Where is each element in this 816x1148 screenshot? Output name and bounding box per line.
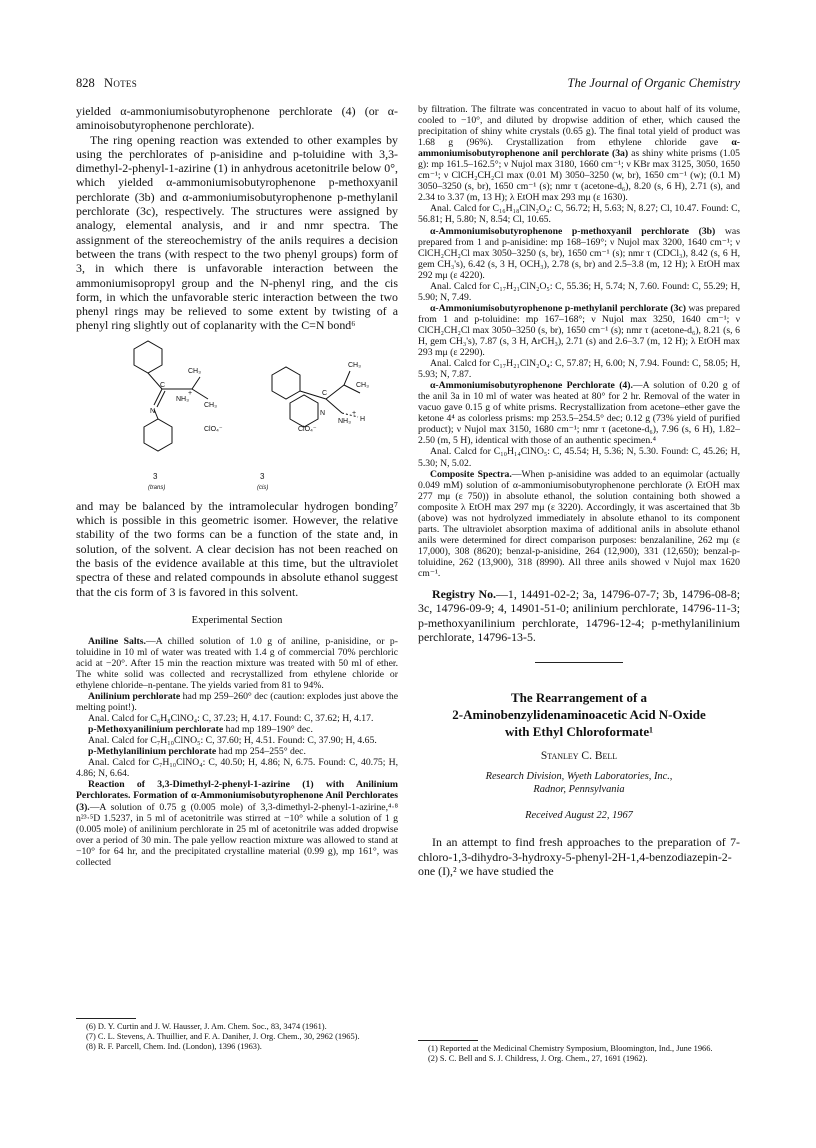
phenyl-ring-cis-b: [290, 395, 318, 427]
clo4-label: ClO₄⁻: [298, 425, 317, 433]
phenyl-ring-cis-a: [272, 367, 300, 399]
footnote-6: (6) D. Y. Curtin and J. W. Hausser, J. Am. Chem. Soc., 83, 3474 (1961).: [86, 1022, 327, 1031]
page-header: [76, 76, 740, 94]
phenyl-ring-top-left: [134, 341, 162, 373]
right-analysis-4: Anal. Calcd for C₁₀H₁₄ClNO₅: C, 45.54; H, 5.36; N, 5.30. Found: C, 45.26; H, 5.30; N, 5.02.: [418, 446, 740, 469]
left-paragraph-1: yielded α-ammoniumisobutyrophenone perchlorate (4) (or α-aminoisobutyrophenone perchlorate).: [76, 104, 398, 133]
page-number: 828: [76, 76, 95, 90]
n-label: N: [150, 407, 156, 415]
methyl-paragraph: p-Methylanilinium perchlorate had mp 254–255° dec.: [88, 746, 306, 758]
right-analysis-1: Anal. Calcd for C₁₆H₁₈ClN₂O₄: C, 56.72; H, 5.63; N, 8.27; Cl, 10.47. Found: C, 56.81; H, 5.80; N, 8.54; Cl, 10.65.: [418, 203, 740, 226]
bond: [192, 389, 208, 399]
right-paragraph-4: α-Ammoniumisobutyrophenone Perchlorate (4).—A solution of 0.20 g of the anil 3a in 10 ml of water was heated at 80° for 2 hr. Removal of the water in vacuo gave 0.15 g of white prisms. Recrystallization from acetone–ether gave the ketone 4⁴ as colorless prisms: mp 253.5–254.5° dec; 0.12 g (73% yield of purified product); ν Nujol max 3150, 1680 cm⁻¹; nmr τ (acetone-d₆), 7.96 (s, 6 H), 1.82–2.50 (m, 5 H), identical with those of an authentic specimen.⁴: [418, 380, 740, 447]
intro-paragraph: In an attempt to find fresh approaches to the preparation of 7-chloro-1,3-dihydro-3-hydroxy-5-phenyl-2H-1,4-benzodiazepin-2-one (I),² we have studied the: [418, 835, 740, 878]
nh3-label: NH₃: [176, 395, 189, 403]
nh3-label: NH₃: [338, 417, 351, 425]
footnote-7: (7) C. L. Stevens, A. Thuillier, and F. A. Daniher, J. Org. Chem., 30, 2962 (1965).: [86, 1032, 360, 1042]
affiliation: Research Division, Wyeth Laboratories, Inc., Radnor, Pennsylvania: [485, 771, 673, 796]
bond: [154, 389, 162, 405]
cis-trans-structures: [76, 335, 398, 495]
left-paragraph-2: The ring opening reaction was extended to other examples by using the perchlorates of p-anisidine and p-toluidine with 3,3-dimethyl-2-phenyl-1-azirine (1) in anhydrous acetonitrile below 0°, which yielded α-ammoniumisobutyrophenone p-methoxyanil perchlorate (3b) and α-ammoniumisobutyrophenone p-methylanil perchlorate (3c), respectively. The structures were assigned by analogy, elemental analysis, and ir and nmr spectra. The assignment of the stereochemistry of the anils requires a decision between the trans (with respect to the two phenyl groups) form of 3, in which there is unfavorable interaction between the ammoniumisopropyl group and the N-phenyl ring, and the cis form, in which the unfavorable steric interaction between the two phenyl rings may be relieved to some extent by twisting of a phenyl ring slightly out of coplanarity with the C=N bond⁶: [76, 132, 398, 333]
plus-label: +: [188, 389, 193, 397]
footnotes-left: [76, 1022, 398, 1052]
structure-figure: [76, 335, 398, 495]
right-paragraph-2: α-Ammoniumisobutyrophenone p-methoxyanil perchlorate (3b) was prepared from 1 and p-anisidine: mp 168–169°; ν Nujol max 3200, 1640 cm⁻¹; ν ClCH₂CH₂Cl max 3050–3250 (s, br), 1650 cm⁻¹ (s); nmr τ (CDCl₃), 8.42 (s, 6 H, gem CH₃'s), 6.42 (s, 3 H, OCH₃), 2.78 (s, br) and 2.5–3.8 (m, 12 H); λ EtOH max 292 mμ (ε 4220).: [418, 225, 740, 281]
article-title: The Rearrangement of a 2-Aminobenzylidenaminoacetic Acid N-Oxide with Ethyl Chloroformate¹: [452, 690, 706, 740]
footnote-rule-left: [76, 1018, 136, 1019]
anilinium-paragraph: Anilinium perchlorate had mp 259–260° dec (caution: explodes just above the melting point!).: [76, 691, 398, 714]
bond: [344, 371, 350, 385]
aniline-salts-paragraph: Aniline Salts.—A chilled solution of 1.0 g of aniline, p-anisidine, or p-toluidine in 10 ml of water was treated with 1.4 g of commercial 70% perchloric acid at −20°. After 15 min the reaction mixture was treated with 50 ml of ether. The white solid was collected and recrystallized from ethylene chloride or ethylene chloride–n-pentane. The yields varied from 81 to 94%.: [76, 635, 398, 692]
article-divider: [535, 662, 623, 663]
compound-number-trans: 3: [153, 471, 158, 481]
right-column: [418, 104, 740, 878]
right-analysis-3: Anal. Calcd for C₁₇H₂₁ClN₂O₄: C, 57.87; H, 6.00; N, 7.94. Found: C, 58.05; H, 5.93; N, 7.87.: [418, 358, 740, 381]
bond: [326, 399, 342, 413]
author-name: Stanley C. Bell: [540, 750, 618, 763]
ch3-label: CH₃: [348, 361, 361, 369]
right-paragraph-3: α-Ammoniumisobutyrophenone p-methylanil perchlorate (3c) was prepared from 1 and p-toluidine: mp 167–168°; ν Nujol max 3250, 1640 cm⁻¹; ν ClCH₂CH₂Cl max 3050–3250 (s, br), 1650 cm⁻¹ (s); nmr τ (acetone-d₆), 8.21 (s, 6 H, gem CH₃'s), 7.87 (s, 3 H, ArCH₃), 2.71 (s) and 2.6–3.7 (m, 12 H); λ EtOH max 293 mμ (ε 2290).: [418, 302, 740, 359]
footnote-1: (1) Reported at the Medicinal Chemistry Symposium, Bloomington, Ind., June 1966.: [428, 1044, 713, 1053]
analysis-3: Anal. Calcd for C₇H₁₀ClNO₄: C, 40.50; H, 4.86; N, 6.75. Found: C, 40.75; H, 4.86; N, 6.64.: [76, 757, 398, 780]
registry-paragraph: Registry No.—1, 14491-02-2; 3a, 14796-07-7; 3b, 14796-08-8; 3c, 14796-09-9; 4, 14901-51-0; anilinium perchlorate, 14796-11-3; p-methoxyanilinium perchlorate, 14796-12-4; p-methylanilinium perchlorate, 14796-13-5.: [418, 587, 741, 644]
analysis-1: Anal. Calcd for C₆H₈ClNO₄: C, 37.23; H, 4.17. Found: C, 37.62; H, 4.17.: [88, 713, 374, 725]
footnote-2: (2) S. C. Bell and S. J. Childress, J. Org. Chem., 27, 1691 (1962).: [428, 1054, 648, 1064]
left-column: [76, 104, 398, 868]
clo4-label: ClO₄⁻: [204, 425, 223, 433]
h-label: H: [360, 415, 366, 423]
bond: [157, 391, 165, 407]
plus-label: +: [352, 409, 357, 417]
footnote-rule-right: [418, 1040, 478, 1041]
bond: [192, 377, 200, 389]
ch3-label: CH₃: [204, 401, 217, 409]
methoxy-paragraph: p-Methoxyanilinium perchlorate had mp 189–190° dec.: [88, 724, 313, 736]
right-analysis-2: Anal. Calcd for C₁₇H₂₁ClN₂O₅: C, 55.36; H, 5.74; N, 7.60. Found: C, 55.29; H, 5.90; N, 7.49.: [418, 280, 740, 303]
ch3-label: CH₃: [188, 367, 201, 375]
composite-spectra-paragraph: Composite Spectra.—When p-anisidine was added to an equimolar (actually 0.049 mM) solution of α-ammoniumisobutyrophenone perchlorate (λ EtOH max 277 mμ (ε 750)) in absolute ethanol, the solution containing both showed a composite λ EtOH max 297 mμ (ε 3220). Accordingly, it was ascertained that 3b (above) was not hydrolyzed immediately in absolute ethanol to its component parts. The ultraviolet absorption maxima of additional anils in absolute ethanol anils were determined for direct comparison purposes: benzalaniline, 262 mμ (ε 17,000), 308 (8620); benzal-p-anisidine, 264 (12,900), 331 (12,650); benzal-p-toluidine, 262 (13,900), 318 (8990). All three anils showed ν Nujol max 1620 cm⁻¹.: [418, 468, 741, 579]
compound-number-cis: 3: [260, 471, 265, 481]
bond: [326, 385, 344, 399]
right-paragraph-1: by filtration. The filtrate was concentrated in vacuo to about half of its volume, cooled to −10°, and diluted by dropwise addition of ether, which caused the precipitation of shiny white crystals (0.65 g). The final total yield of product was 1.68 g (96%). Crystallization from ethylene chloride gave α-ammoniumisobutyrophenone anil perchlorate (3a) as shiny white prisms (1.05 g): mp 161.5–162.5°; ν Nujol max 3180, 1660 cm⁻¹; ν KBr max 3125, 3050, 1650 cm⁻¹; ν ClCH₂CH₂Cl max (0.01 M) 3050–3250 (w, br), 1650 cm⁻¹ (w); (0.1 M) 3050–3250 (s, br), 1650 cm⁻¹ (s); nmr τ (acetone-d₆), 8.20 (s, 6 H), 2.71 (s), and 2.34 to 3.37 (m, 13 H); λ EtOH max 293 mμ (ε 1630).: [418, 104, 740, 204]
left-paragraph-3: and may be balanced by the intramolecular hydrogen bonding⁷ which is possible in this geometric isomer. However, the relative stability of the two forms can be a function of the state and, in solution, of the solvent. A clear decision has not been reached on the basis of the evidence available at this time, but the ultraviolet spectra of these and related compounds in absolute ethanol suggest that the cis form of 3 is favored in this solvent.: [76, 498, 398, 599]
phenyl-ring-bottom-left: [144, 419, 172, 451]
received-date: Received August 22, 1967: [525, 810, 633, 822]
caption-cis: (cis): [257, 484, 269, 491]
caption-trans: (trans): [148, 484, 166, 491]
footnotes-right: [418, 1044, 740, 1064]
journal-name: The Journal of Organic Chemistry: [567, 76, 740, 90]
footnote-8: (8) R. F. Parcell, Chem. Ind. (London), 1396 (1963).: [86, 1042, 262, 1052]
experimental-heading: Experimental Section: [191, 614, 283, 626]
analysis-2: Anal. Calcd for C₇H₁₀ClNO₅: C, 37.60; H, 4.51. Found: C, 37.90; H, 4.65.: [88, 735, 377, 747]
c-label: C: [160, 381, 166, 389]
reaction-paragraph: Reaction of 3,3-Dimethyl-2-phenyl-1-azirine (1) with Anilinium Perchlorates. Formation of α-Ammoniumisobutyrophenone Anil Perchlorates (3).—A solution of 0.75 g (0.005 mole) of 3,3-dimethyl-2-phenyl-1-azirine,⁴·⁸ n²³·⁵D 1.5237, in 5 ml of acetonitrile was stirred at −10° while a solution of 1 g (0.005 mole) of anilinium perchlorate in 25 ml of acetonitrile was added dropwise over a period of 30 min. The pale yellow reaction mixture was allowed to stand at −10° for 64 hr, and the precipitated crystalline material (0.99 g), mp 161°, was collected: [76, 779, 398, 868]
section-name: Notes: [104, 76, 138, 90]
c-label: C: [322, 389, 328, 397]
n-label: N: [320, 409, 326, 417]
ch3-label: CH₃: [356, 381, 369, 389]
